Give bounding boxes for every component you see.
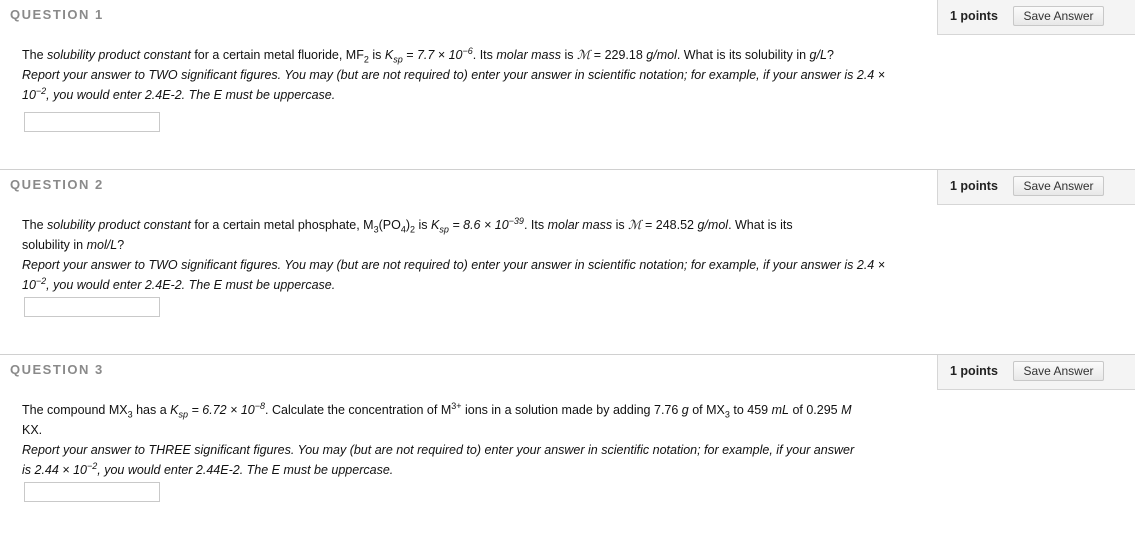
question-text — [22, 400, 862, 480]
question-header — [0, 0, 1135, 32]
question-title: QUESTION 3 — [10, 362, 104, 377]
answer-input[interactable] — [24, 482, 160, 502]
answer-input[interactable] — [24, 112, 160, 132]
question-title: QUESTION 2 — [10, 177, 104, 192]
question-prompt: The solubility product constant for a certain metal phosphate, $M_3(PO_4)_2$ is $K_{sp} = 8.6 \times 10^{-39}$. Its molar mass is ℳ = 248.52 g/mol. What is its solubility in mol/L? — [22, 215, 793, 252]
question-instructions: Report your answer to TWO significant figures. You may (but are not required to) enter your answer in scientific notation; for example, if your answer is $2.4 \times 10^{-2}$, you would enter 2.4E-2. The E must be uppercase. — [22, 68, 886, 102]
question-text — [22, 45, 892, 105]
question-prompt: The compound $MX_3$ has a $K_{sp} = 6.72 \times 10^{-8}$. Calculate the concentration of $M^{3+}$ ions in a solution made by adding 7.76 g of $MX_3$ to 459 mL of 0.295 M KX. — [22, 400, 852, 437]
question-title: QUESTION 1 — [10, 7, 104, 22]
save-answer-button[interactable]: Save Answer — [1013, 176, 1104, 196]
question-prompt: The solubility product constant for a certain metal fluoride, $MF_2$ is $K_{sp} = 7.7 \times 10^{-6}$. Its molar mass is ℳ = 229.18 g/mol. What is its solubility in g/L? — [22, 45, 834, 65]
save-answer-button[interactable]: Save Answer — [1013, 361, 1104, 381]
question-instructions: Report your answer to THREE significant figures. You may (but are not required to) enter your answer in scientific notation; for example, if your answer is $2.44 \times 10^{-2}$, you would enter 2.44E-2. The E must be uppercase. — [22, 443, 855, 477]
question-header — [0, 355, 1135, 387]
question-instructions: Report your answer to TWO significant figures. You may (but are not required to) enter your answer in scientific notation; for example, if your answer is $2.4 \times 10^{-2}$, you would enter 2.4E-2. The E must be uppercase. — [22, 258, 886, 292]
question-text — [22, 215, 886, 295]
points-panel — [937, 170, 1135, 205]
points-label: 1 points — [950, 9, 998, 23]
points-label: 1 points — [950, 179, 998, 193]
save-answer-button[interactable]: Save Answer — [1013, 6, 1104, 26]
answer-input[interactable] — [24, 297, 160, 317]
points-panel — [937, 0, 1135, 35]
question-header — [0, 170, 1135, 202]
points-panel — [937, 355, 1135, 390]
points-label: 1 points — [950, 364, 998, 378]
